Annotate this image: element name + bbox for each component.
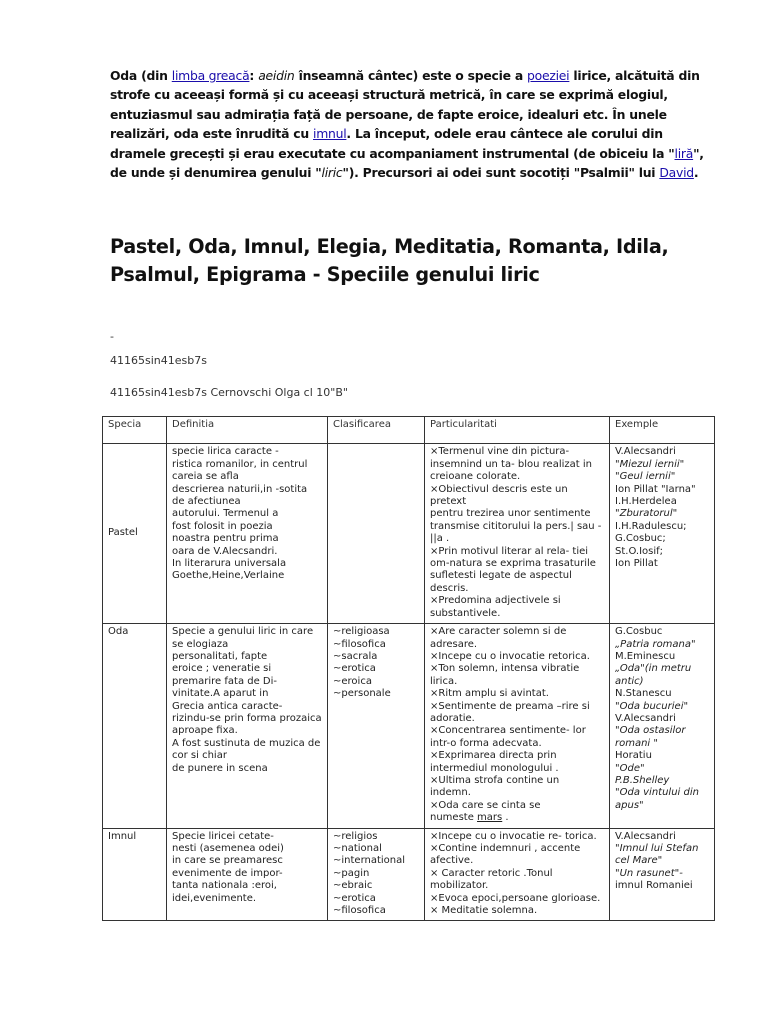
particularitati-end: . — [502, 812, 509, 824]
example-line: "Oda bucuriei" — [615, 700, 689, 712]
example-line: antic) — [615, 675, 644, 687]
example-line: I.H.Radulescu; — [615, 520, 687, 532]
example-line: "Zburatorul" — [615, 508, 678, 520]
example-line: romani " — [615, 737, 658, 749]
example-line: St.O.Iosif; — [615, 545, 664, 557]
particularitati-text: ×Are caracter solemn si de adresare. ×Incepe cu o invocatie retorica. ×Ton solemn, intensa vibratie lirica. ×Ritm amplu si avintat. ×Sentimente de preama –rire si adoratie. ×Concentrarea sentimente- lor intr-o forma adecvata. ×Exprimarea directa prin intermediul monologului . ×Ultima strofa contine un indemn. ×Oda care se cinta se numeste — [430, 626, 590, 824]
intro-text: : — [249, 68, 259, 83]
example-line: Ion Pillat "Iarna" — [615, 483, 696, 495]
example-line: "Un rasunet"- — [615, 867, 683, 879]
document-id: 41165sin41esb7s — [110, 354, 207, 367]
example-line: „Patria romana" — [615, 638, 696, 650]
example-line: "Ode" — [615, 762, 645, 774]
cell-exemple — [610, 444, 715, 624]
header-definitia: Definitia — [167, 417, 328, 444]
intro-text: lirice, alcătuită din strofe cu aceeași formă și cu aceeași structură metrică, în care se exprimă elogiul, entuziasmul sau admirația față de persoane, de fapte eroice, idealuri etc. În unele realizări, oda este înrudită cu — [110, 68, 700, 142]
cell-exemple — [610, 624, 715, 829]
link-david[interactable]: David — [659, 165, 694, 181]
header-clasificarea: Clasificarea — [328, 417, 425, 444]
link-lyre[interactable]: liră — [674, 145, 694, 161]
intro-text: ", de unde și denumirea genului " — [110, 145, 704, 181]
example-line: "Geul iernii" — [615, 471, 676, 483]
intro-text: înseamnă cântec) este o specie a — [294, 68, 528, 83]
header-exemple: Exemple — [610, 417, 715, 444]
cell-definitia: Specie liricei cetate- nesti (asemenea odei) in care se preamaresc evenimente de impor- tanta nationala :eroi, idei,evenimente. — [167, 828, 328, 921]
species-table — [102, 416, 715, 921]
example-line: „Oda"(in metru — [615, 663, 692, 675]
intro-italic-word: liric — [321, 165, 343, 181]
table-header-row — [103, 417, 715, 444]
example-line: V.Alecsandri — [615, 712, 676, 724]
example-line: G.Cosbuc; — [615, 533, 666, 545]
cell-definitia: Specie a genului liric in care se elogiaza personalitati, fapte eroice ; veneratie si premarire fata de Di- vinitate.A aparut in Grecia antica caracte- rizindu-se prin forma prozaica aproape fixa. A fost sustinuta de muzica de cor si chiar de punere in scena — [167, 624, 328, 829]
link-hymn[interactable]: imnul — [313, 126, 347, 142]
intro-text: . La început, odele erau cântece ale corului din dramele grecești și erau executate cu acompaniament instrumental (de obiceiu la " — [110, 126, 675, 161]
cell-clasificarea: ~religios ~national ~international ~pagin ~ebraic ~erotica ~filosofica — [328, 828, 425, 921]
intro-text: . — [693, 165, 699, 181]
term-mars: mars — [477, 812, 503, 824]
table-row-oda — [103, 624, 715, 829]
intro-text: (din — [137, 68, 172, 83]
page-title: Pastel, Oda, Imnul, Elegia, Meditatia, Romanta, Idila, Psalmul, Epigrama - Speciile genului liric — [110, 235, 669, 286]
example-line: V.Alecsandri — [615, 446, 676, 458]
intro-italic-word: aeidin — [258, 68, 295, 83]
cell-particularitati — [425, 624, 610, 829]
example-line: Horatiu — [615, 750, 652, 762]
example-line: N.Stanescu — [615, 688, 672, 700]
table-row-pastel — [103, 444, 715, 624]
cell-definitia: specie lirica caracte - ristica romanilor, in centrul careia se afla descrierea naturii,in -sotita de afectiunea autorului. Termenul a fost folosit in poezia noastra pentru prima oara de V.Alecsandri. In literarura universala Goethe,Heine,Verlaine — [167, 444, 328, 624]
example-line: G.Cosbuc — [615, 626, 663, 638]
example-line: "Oda vintului din — [615, 787, 699, 799]
example-line: "Oda ostasilor — [615, 725, 686, 737]
cell-specie: Pastel — [103, 444, 167, 624]
example-line: "Miezul iernii" — [615, 458, 685, 470]
intro-text: "). Precursori ai odei sunt socotiți "Psalmii" lui — [342, 165, 660, 181]
header-specia: Specia — [103, 417, 167, 444]
link-poetry[interactable]: poeziei — [527, 68, 570, 83]
example-line: cel Mare" — [615, 855, 663, 867]
cell-particularitati: ×Termenul vine din pictura- insemnind un ta- blou realizat in creioane colorate. ×Obiectivul descris este un pretext pentru trezirea unor sentimente transmise cititorului la pers.| sau - ||a . ×Prin motivul literar al rela- tiei om-natura se exprima trasaturile sufletesti legate de aspectul descris. ×Predomina adjectivele si substantivele. — [425, 444, 610, 624]
example-line: V.Alecsandri — [615, 830, 676, 842]
link-greek-language[interactable]: limba greacă — [171, 68, 250, 83]
example-line: M.Eminescu — [615, 650, 676, 662]
intro-paragraph — [110, 66, 720, 182]
cell-particularitati: ×Incepe cu o invocatie re- torica. ×Contine indemnuri , accente afective. × Caracter retoric .Tonul mobilizator. ×Evoca epoci,persoane glorioase. × Meditatie solemna. — [425, 828, 610, 921]
example-line: imnul Romaniei — [615, 880, 693, 892]
table-row-imnul — [103, 828, 715, 921]
separator-dash: - — [110, 330, 114, 343]
author-line: 41165sin41esb7s Cernovschi Olga cl 10"B" — [110, 386, 348, 399]
example-line: "Imnul lui Stefan — [615, 843, 699, 854]
example-line: P.B.Shelley — [615, 774, 670, 786]
header-particularitati: Particularitati — [425, 417, 610, 444]
cell-specie: Oda — [103, 624, 167, 829]
intro-term: Oda — [110, 68, 138, 83]
example-line: Ion Pillat — [615, 558, 658, 570]
example-line: I.H.Herdelea — [615, 496, 677, 508]
cell-specie: Imnul — [103, 828, 167, 921]
cell-clasificarea: ~religioasa ~filosofica ~sacrala ~erotica ~eroica ~personale — [328, 624, 425, 829]
cell-exemple — [610, 828, 715, 921]
example-line: apus" — [615, 799, 644, 811]
cell-clasificarea — [328, 444, 425, 624]
